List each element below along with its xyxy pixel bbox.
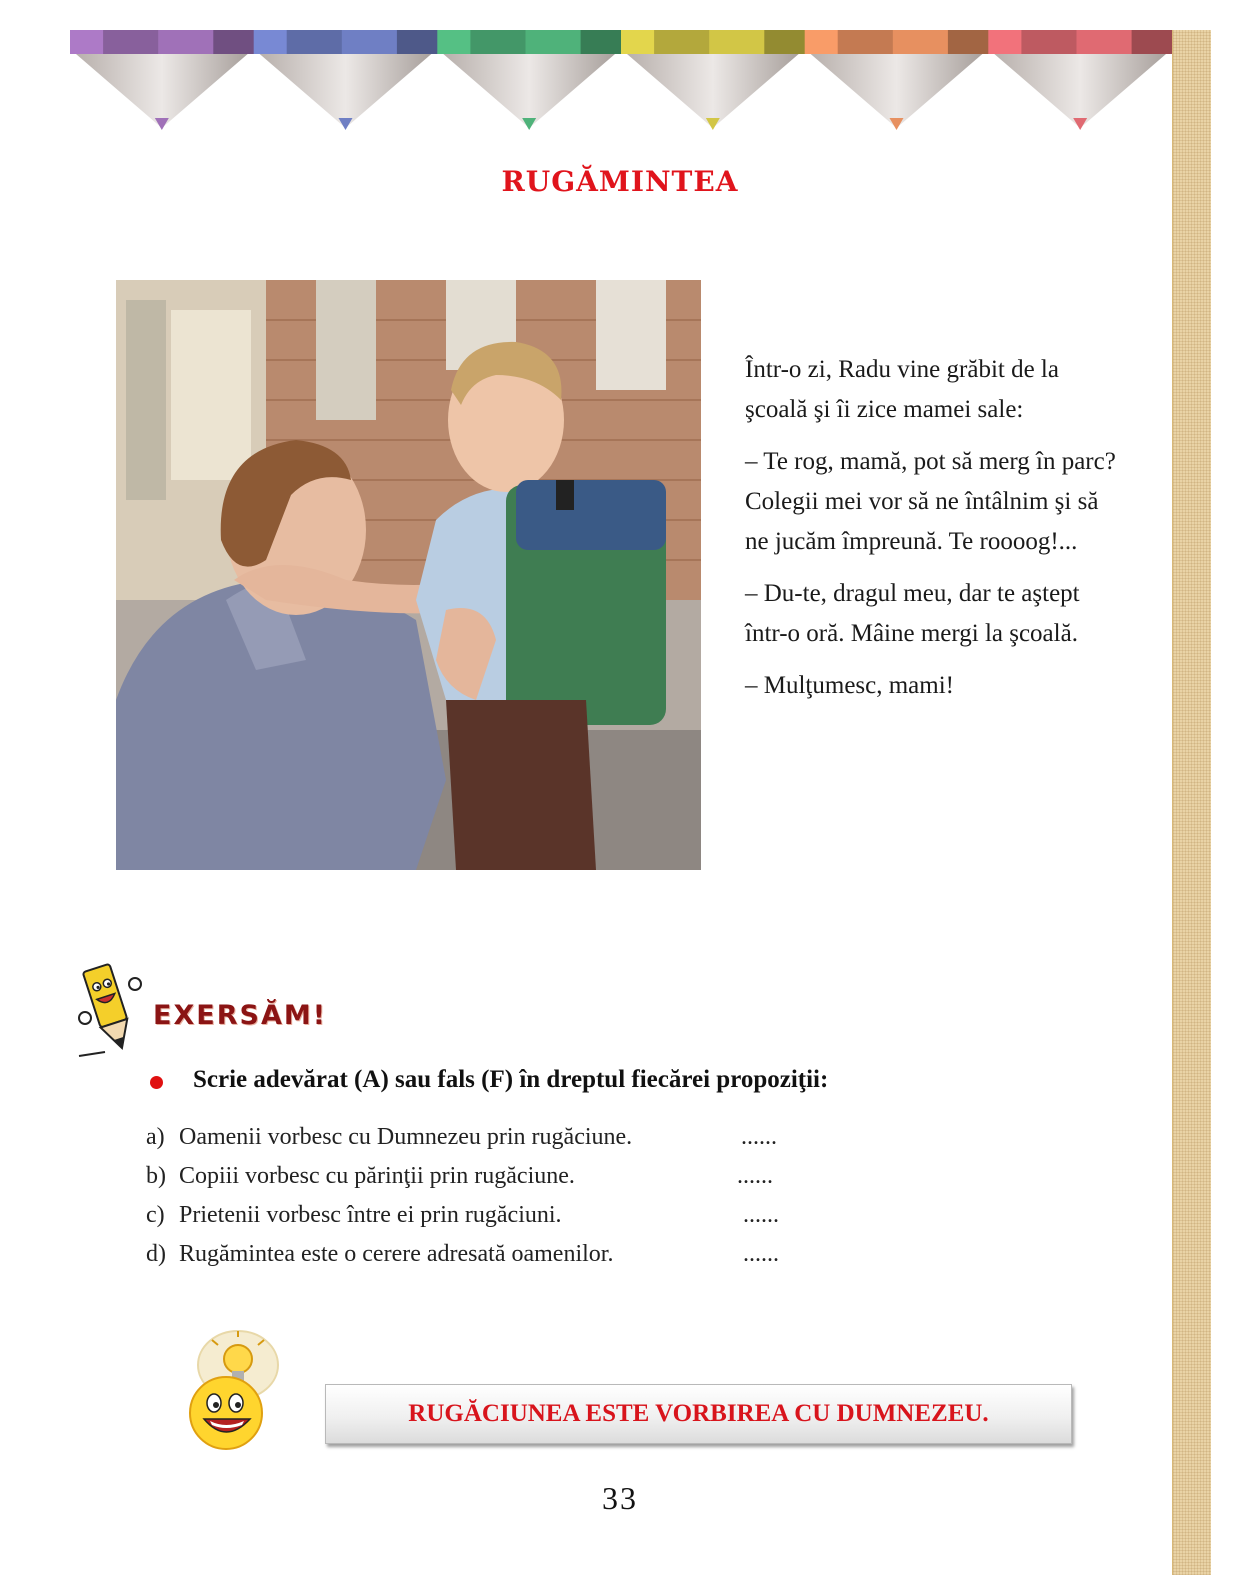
- pencil-tip: [994, 54, 1166, 128]
- story-text: [745, 350, 1125, 718]
- pencil-body: [893, 30, 949, 54]
- pencil-body: [70, 30, 104, 54]
- pencil-lead: [155, 118, 169, 130]
- pencil-body: [397, 30, 438, 54]
- page-title: RUGĂMINTEA: [501, 165, 739, 198]
- item-text: Rugămintea este o cerere adresată oamenilor.: [179, 1241, 614, 1267]
- answer-blank[interactable]: ......: [743, 1241, 779, 1267]
- page-number: 33: [602, 1480, 638, 1516]
- exercise-heading: EXERSĂM!: [153, 1000, 328, 1031]
- pencil-body: [287, 30, 343, 54]
- pencil-tip: [443, 54, 615, 128]
- item-text: Copiii vorbesc cu părinţii prin rugăciune.: [179, 1163, 575, 1189]
- pencil-lead: [706, 118, 720, 130]
- item-letter: a): [146, 1124, 165, 1150]
- answer-blank[interactable]: ......: [737, 1163, 773, 1189]
- item-letter: b): [146, 1163, 166, 1189]
- pencil-body: [709, 30, 765, 54]
- pencil-lead: [522, 118, 536, 130]
- bullet-icon: [150, 1076, 163, 1089]
- pencil-border: [70, 30, 1172, 140]
- pencil-lead: [339, 118, 353, 130]
- lightbulb-smiley-icon: [180, 1325, 290, 1455]
- item-text: Prietenii vorbesc între ei prin rugăciuni.: [179, 1202, 562, 1228]
- pencil-body: [654, 30, 710, 54]
- pencil-body: [254, 30, 288, 54]
- pencil-body: [1077, 30, 1133, 54]
- story-paragraph: – Du-te, dragul meu, dar te aştept într-o oră. Mâine mergi la şcoală.: [745, 580, 1080, 647]
- pencil-lead: [1073, 118, 1087, 130]
- pencil-body: [805, 30, 839, 54]
- exercise-instruction: Scrie adevărat (A) sau fals (F) în dreptul fiecărei propoziţii:: [193, 1066, 829, 1093]
- pencil-body: [838, 30, 894, 54]
- pencil-body: [764, 30, 805, 54]
- pencil-body: [342, 30, 398, 54]
- pencil-body: [1021, 30, 1077, 54]
- pencil-tip: [76, 54, 248, 128]
- pencil-body: [988, 30, 1022, 54]
- answer-blank[interactable]: ......: [743, 1202, 779, 1228]
- pencil-body: [581, 30, 622, 54]
- item-text: Oamenii vorbesc cu Dumnezeu prin rugăciune.: [179, 1124, 633, 1150]
- pencil-body: [621, 30, 655, 54]
- pencil-tip: [627, 54, 799, 128]
- pencil-mascot-icon: [75, 958, 143, 1058]
- pencil-body: [948, 30, 989, 54]
- pencil-body: [213, 30, 254, 54]
- pencil-body: [526, 30, 582, 54]
- decorative-side-strip: [1172, 30, 1211, 1575]
- item-letter: c): [146, 1202, 165, 1228]
- story-paragraph: Într-o zi, Radu vine grăbit de la şcoală şi îi zice mamei sale:: [745, 356, 1059, 423]
- item-letter: d): [146, 1241, 166, 1267]
- key-message-box: RUGĂCIUNEA ESTE VORBIREA CU DUMNEZEU.: [325, 1384, 1072, 1444]
- pencil-body: [1132, 30, 1172, 54]
- story-paragraph: – Te rog, mamă, pot să merg în parc? Colegii mei vor să ne întâlnim şi să ne jucăm împreună. Te roooog!...: [745, 448, 1116, 555]
- answer-blank[interactable]: ......: [741, 1124, 777, 1150]
- pencil-tip: [260, 54, 432, 128]
- pencil-body: [103, 30, 159, 54]
- pencil-body: [158, 30, 214, 54]
- pencil-lead: [890, 118, 904, 130]
- pencil-tip: [811, 54, 983, 128]
- story-paragraph: – Mulţumesc, mami!: [745, 672, 954, 699]
- pencil-body: [470, 30, 526, 54]
- pencil-body: [437, 30, 471, 54]
- mother-and-son-photo: [116, 280, 701, 870]
